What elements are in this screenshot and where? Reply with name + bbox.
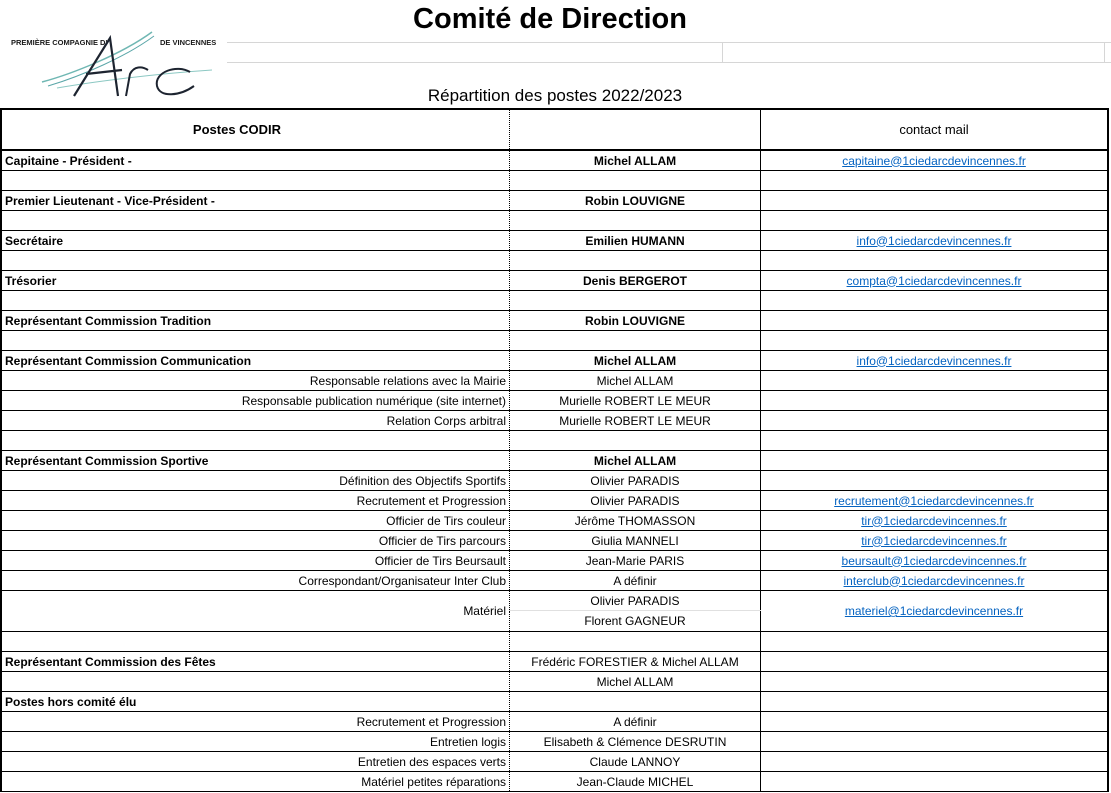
table-row (1, 672, 1108, 692)
mail-cell (761, 291, 1109, 311)
mail-cell (761, 752, 1109, 772)
table-row (1, 351, 1108, 371)
mail-cell (761, 171, 1109, 191)
table-row (1, 191, 1108, 211)
mail-cell (761, 772, 1109, 792)
nom-cell (510, 632, 761, 652)
table-row (1, 511, 1108, 531)
mail-cell (761, 692, 1109, 712)
nom-cell (510, 331, 761, 351)
nom-cell: Denis BERGEROT (510, 271, 761, 291)
nom-cell: A définir (510, 712, 761, 732)
poste-cell: Postes hors comité élu (1, 692, 510, 712)
table-row (1, 231, 1108, 251)
nom-cell: Michel ALLAM (510, 451, 761, 471)
mail-cell (761, 451, 1109, 471)
nom-cell: Michel ALLAM (510, 672, 761, 692)
table-row-materiel (1, 591, 1108, 611)
poste-cell: Définition des Objectifs Sportifs (1, 471, 510, 491)
sheet-header (0, 0, 1111, 108)
nom-cell (510, 171, 761, 191)
table-row (1, 371, 1108, 391)
nom-cell: Elisabeth & Clémence DESRUTIN (510, 732, 761, 752)
mail-link[interactable]: capitaine@1ciedarcdevincennes.fr (842, 153, 1026, 168)
table-row (1, 311, 1108, 331)
nom-cell: Michel ALLAM (510, 371, 761, 391)
poste-cell: Capitaine - Président - (1, 150, 510, 171)
nom-cell: Jean-Marie PARIS (510, 551, 761, 571)
poste-cell (1, 331, 510, 351)
nom-cell (510, 211, 761, 231)
table-row (1, 391, 1108, 411)
nom-cell (510, 291, 761, 311)
poste-cell (1, 211, 510, 231)
mail-cell (761, 211, 1109, 231)
mail-cell (761, 271, 1109, 291)
mail-link[interactable]: recrutement@1ciedarcdevincennes.fr (834, 493, 1034, 508)
table-row (1, 692, 1108, 712)
club-logo (2, 24, 227, 104)
mail-cell (761, 471, 1109, 491)
poste-cell: Trésorier (1, 271, 510, 291)
nom-cell: Robin LOUVIGNE (510, 191, 761, 211)
mail-cell (761, 311, 1109, 331)
table-row (1, 652, 1108, 672)
poste-cell (1, 672, 510, 692)
table-row (1, 712, 1108, 732)
poste-cell: Représentant Commission Sportive (1, 451, 510, 471)
nom-cell: Frédéric FORESTIER & Michel ALLAM (510, 652, 761, 672)
mail-cell (761, 231, 1109, 251)
poste-cell: Représentant Commission des Fêtes (1, 652, 510, 672)
poste-cell: Officier de Tirs parcours (1, 531, 510, 551)
nom-cell: A définir (510, 571, 761, 591)
mail-cell (761, 511, 1109, 531)
gridline (722, 42, 723, 62)
poste-cell: Entretien des espaces verts (1, 752, 510, 772)
mail-cell (761, 712, 1109, 732)
mail-cell (761, 491, 1109, 511)
table-row (1, 251, 1108, 271)
poste-cell (1, 251, 510, 271)
nom-cell: Michel ALLAM (510, 351, 761, 371)
table-row (1, 291, 1108, 311)
poste-cell: Recrutement et Progression (1, 491, 510, 511)
table-row (1, 411, 1108, 431)
mail-link[interactable]: interclub@1ciedarcdevincennes.fr (843, 573, 1025, 588)
mail-cell (761, 191, 1109, 211)
mail-cell (761, 391, 1109, 411)
col-header-contact: contact mail (761, 109, 1109, 150)
nom-cell: Jean-Claude MICHEL (510, 772, 761, 792)
mail-cell (761, 551, 1109, 571)
poste-cell: Matériel (1, 591, 510, 632)
mail-cell (761, 732, 1109, 752)
mail-cell (761, 632, 1109, 652)
poste-cell: Recrutement et Progression (1, 712, 510, 732)
mail-link[interactable]: info@1ciedarcdevincennes.fr (856, 353, 1012, 368)
nom-cell: Jérôme THOMASSON (510, 511, 761, 531)
poste-cell: Matériel petites réparations (1, 772, 510, 792)
poste-cell (1, 171, 510, 191)
poste-cell: Responsable relations avec la Mairie (1, 371, 510, 391)
mail-link[interactable]: tir@1ciedarcdevincennes.fr (861, 513, 1007, 528)
table-row (1, 171, 1108, 191)
poste-cell: Secrétaire (1, 231, 510, 251)
poste-cell: Officier de Tirs couleur (1, 511, 510, 531)
nom-cell: Claude LANNOY (510, 752, 761, 772)
codir-table (0, 108, 1109, 792)
page-subtitle: Répartition des postes 2022/2023 (427, 86, 683, 105)
mail-cell (761, 571, 1109, 591)
table-row (1, 752, 1108, 772)
nom-cell (510, 251, 761, 271)
nom-cell (510, 431, 761, 451)
col-header-names (510, 109, 761, 150)
col-header-postes: Postes CODIR (1, 109, 510, 150)
nom-cell: Murielle ROBERT LE MEUR (510, 391, 761, 411)
gridline (227, 42, 1111, 43)
poste-cell: Premier Lieutenant - Vice-Président - (1, 191, 510, 211)
table-row (1, 271, 1108, 291)
poste-cell: Représentant Commission Communication (1, 351, 510, 371)
gridline (227, 62, 1111, 63)
mail-cell (761, 371, 1109, 391)
nom-cell: Olivier PARADIS (510, 491, 761, 511)
mail-link[interactable]: materiel@1ciedarcdevincennes.fr (844, 604, 1024, 618)
nom-cell: Giulia MANNELI (510, 531, 761, 551)
table-row (1, 732, 1108, 752)
mail-cell (761, 251, 1109, 271)
poste-cell: Correspondant/Organisateur Inter Club (1, 571, 510, 591)
table-row (1, 632, 1108, 652)
table-row (1, 772, 1108, 792)
nom-cell: Robin LOUVIGNE (510, 311, 761, 331)
page-title: Comité de Direction (413, 3, 687, 35)
mail-cell (761, 431, 1109, 451)
mail-cell (761, 411, 1109, 431)
poste-cell (1, 632, 510, 652)
nom-cell: Murielle ROBERT LE MEUR (510, 411, 761, 431)
poste-cell: Représentant Commission Tradition (1, 311, 510, 331)
nom-cell: Olivier PARADIS (510, 591, 761, 611)
poste-cell: Relation Corps arbitral (1, 411, 510, 431)
mail-cell (761, 150, 1109, 171)
mail-cell (761, 672, 1109, 692)
poste-cell: Responsable publication numérique (site internet) (1, 391, 510, 411)
nom-cell (510, 692, 761, 712)
mail-cell (761, 351, 1109, 371)
poste-cell: Entretien logis (1, 732, 510, 752)
table-row (1, 531, 1108, 551)
table-row (1, 491, 1108, 511)
mail-cell (761, 652, 1109, 672)
mail-cell (761, 331, 1109, 351)
nom-cell: Florent GAGNEUR (510, 611, 761, 632)
table-row (1, 571, 1108, 591)
mail-link[interactable]: tir@1ciedarcdevincennes.fr (861, 533, 1007, 548)
mail-cell (761, 591, 1109, 632)
svg-text:PREMIÈRE COMPAGNIE D': PREMIÈRE COMPAGNIE D' (11, 38, 108, 47)
table-row (1, 331, 1108, 351)
poste-cell (1, 291, 510, 311)
nom-cell: Olivier PARADIS (510, 471, 761, 491)
table-row (1, 551, 1108, 571)
table-row (1, 451, 1108, 471)
svg-text:DE VINCENNES: DE VINCENNES (160, 38, 217, 47)
table-row (1, 431, 1108, 451)
mail-link[interactable]: beursault@1ciedarcdevincennes.fr (841, 553, 1027, 568)
table-row (1, 471, 1108, 491)
poste-cell (1, 431, 510, 451)
nom-cell: Michel ALLAM (510, 150, 761, 171)
poste-cell: Officier de Tirs Beursault (1, 551, 510, 571)
table-header-row (1, 109, 1108, 150)
table-row (1, 211, 1108, 231)
mail-link[interactable]: compta@1ciedarcdevincennes.fr (846, 273, 1022, 288)
mail-cell (761, 531, 1109, 551)
table-row (1, 150, 1108, 171)
gridline (1104, 42, 1105, 62)
nom-cell: Emilien HUMANN (510, 231, 761, 251)
mail-link[interactable]: info@1ciedarcdevincennes.fr (856, 233, 1012, 248)
